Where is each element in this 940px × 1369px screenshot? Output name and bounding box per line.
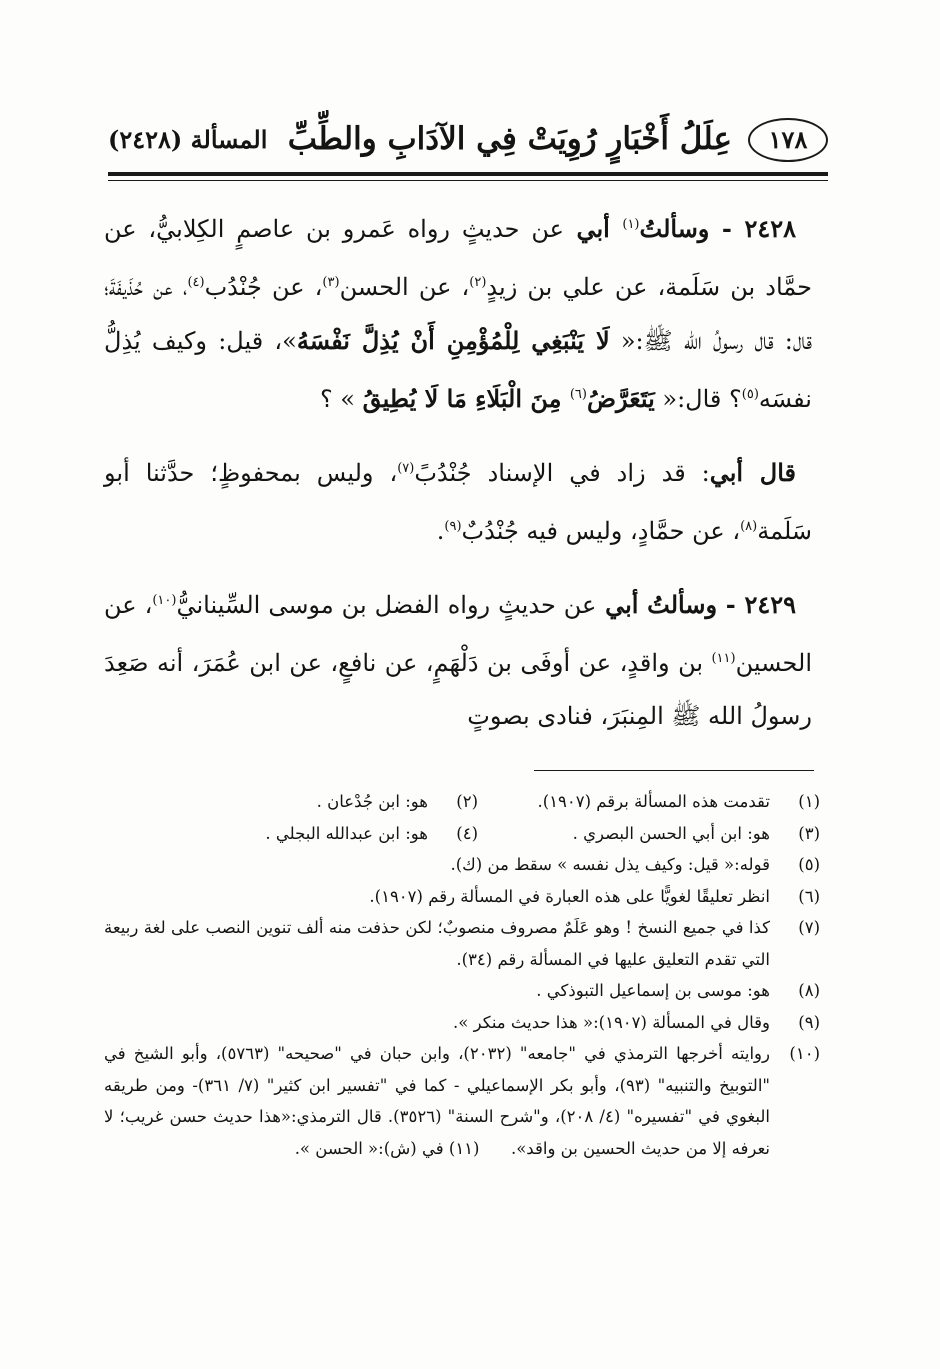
text-run: بن واقدٍ، عن أوفَى بن دَلْهَمٍ، عن نافعٍ، عن ابن عُمَرَ، أنه صَعِدَ رسولُ الله ﷺ المِنبَرَ، فنادى بصوتٍ [104,649,812,730]
text-run: » ؟ [319,385,363,413]
footnote-number: (٢) [456,792,478,811]
footnote-text: انظر تعليقًا لغويًّا على هذه العبارة في المسألة رقم (١٩٠٧). [369,886,770,906]
footnote-number: (٤) [456,823,478,843]
footnote-text: هو: موسى بن إسماعيل التبوذكي . [536,981,770,1000]
masala-label: المسألة (٢٤٢٨) [108,125,268,154]
hadith-quote: مِنَ الْبَلَاءِ مَا لَا يُطِيقُ [362,384,570,413]
hadith-quote: لَا يَنْبَغِي لِلْمُؤْمِنِ أَنْ يُذِلَّ نَفْسَهُ [296,326,610,355]
footnote-text: قوله:« قيل: وكيف يذل نفسه » سقط من (ك). [450,855,770,874]
footnote-6 [104,881,820,913]
text-run: ، عن حمَّادٍ، وليس فيه جُنْدُبٌ [461,517,741,545]
entry-number: ٢٤٢٨ - وسألتُ [639,214,796,243]
footnote-8 [104,975,820,1007]
text-run: ؟ قال:« [654,385,742,413]
footnote-7 [104,912,820,975]
footnote-ref: (١١) [711,651,736,666]
text-run: »، قيل: وكيف يُذِلُّ نفسَه [104,327,812,413]
footnote-number: (١١) [448,1138,480,1158]
footnote-2 [317,786,478,818]
footnote-3 [478,818,820,850]
footnote-text: هو: ابن عبدالله البجلي . [265,823,428,843]
paragraph-commentary [104,442,812,558]
header-rule-thin [108,180,828,181]
footnote-text: هو: ابن أبي الحسن البصري . [572,823,770,843]
text-run: عن حديثٍ رواه عَمرو بن عاصمٍ الكِلابيُّ، عن حمَّاد بن سَلَمة، عن علي بن زيدٍ [104,215,812,301]
main-text [104,198,812,759]
footnote-1 [478,786,820,818]
text-run: ، عن حُذَيفَةَ؛ قال: قال رسولُ الله ﷺ:« [104,273,813,355]
text-run: . [436,517,445,545]
footnote-text: في (ش):« الحسن ». [294,1138,444,1158]
footnote-text: تقدمت هذه المسألة برقم (١٩٠٧). [537,792,770,811]
footnote-4 [265,818,478,850]
entry-number: ٢٤٢٩ - وسألتُ أبي [596,590,796,619]
footnote-ref: (١٠) [152,593,177,608]
text-run: : قد زاد في الإسناد جُنْدُبً [414,459,710,487]
footnote-text: كذا في جميع النسخ ! وهو عَلَمٌ مصروف منصوبٌ؛ لكن حذفت منه ألف تنوين النصب على لغة ربيعة التي تقدم التعليق عليها في المسألة رقم (٣٤). [104,918,770,969]
footnote-text: هو: ابن جُدْعان . [316,792,428,811]
footnotes [104,786,820,1164]
footnote-number: (٨) [798,981,820,1000]
running-header [108,114,828,172]
footnote-number: (٥) [798,855,820,874]
text-run: ، عن جُنْدُب [204,273,323,301]
footnote-5 [104,849,820,881]
footnote-text: وقال في المسألة (١٩٠٧):« هذا حديث منكر ». [453,1012,770,1032]
footnote-ref: (٣) [322,275,340,290]
footnote-number: (٣) [798,823,820,843]
text-run: ، عن الحسين [104,591,812,677]
footnote-ref: (٧) [397,461,415,476]
footnote-row [104,786,820,818]
speaker-label: قال أبي [709,458,797,487]
footnote-10-11 [104,1038,820,1164]
header-rule-thick [108,172,828,176]
page-number: ١٧٨ [748,118,828,162]
paragraph-2428 [104,198,812,426]
book-title: عِلَلُ أَخْبَارٍ رُوِيَتْ فِي الآدَابِ والطِّبِّ [287,121,732,157]
footnote-separator [534,770,814,771]
hadith-quote: يَتَعَرَّضُ [586,384,655,413]
footnote-ref: (١) [622,217,640,232]
footnote-text: روايته أخرجها الترمذي في "جامعه" (٢٠٣٢)، وابن حبان في "صحيحه" (٥٧٦٣)، وأبو الشيخ في "التوبيخ والتنبيه" (٩٣)، وأبو بكر الإسماعيلي - كما في "تفسير ابن كثير" (٧/ ٣٦١)- ومن طريقه البغوي في "تفسيره" (٤/ ٢٠٨)، و"شرح السنة" (٣٥٢٦). قال الترمذي:«هذا حديث حسن غريب؛ لا نعرفه إلا من حديث الحسين بن واقد». [104,1044,771,1158]
footnote-ref: (٦) [569,387,587,402]
text-run: ، عن الحسن [339,273,470,301]
text-run: أبي [563,214,623,243]
footnote-ref: (٢) [469,275,487,290]
footnote-row [104,818,820,850]
footnote-ref: (٥) [741,387,759,402]
footnote-9 [104,1007,820,1039]
text-run: عن حديثٍ رواه الفضل بن موسى السِّينانيُّ [176,591,597,619]
paragraph-2429 [104,574,812,743]
footnote-ref: (٨) [740,519,758,534]
footnote-ref: (٩) [444,519,462,534]
footnote-number: (٧) [798,918,820,937]
text-run: ، وليس بمحفوظٍ؛ حدَّثنا أبو سَلَمة [104,459,812,545]
footnote-number: (١٠) [789,1044,820,1063]
footnote-number: (٩) [798,1012,820,1032]
footnote-number: (٦) [798,886,820,906]
footnote-ref: (٤) [187,275,205,290]
footnote-number: (١) [798,792,820,811]
